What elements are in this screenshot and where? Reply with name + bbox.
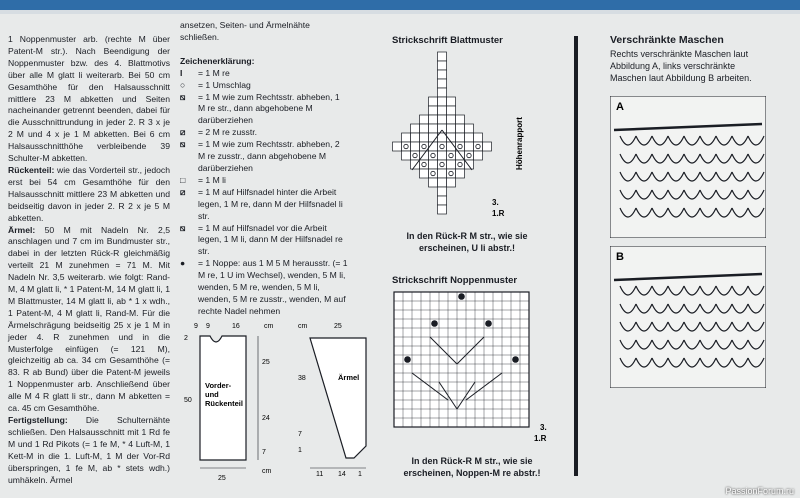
chart-cell (447, 124, 456, 133)
sleeve-outline (310, 338, 366, 458)
section-heading: Rückenteil: (8, 164, 55, 175)
chart-cell (438, 79, 447, 88)
chart-cell (438, 187, 447, 196)
chart-cell (402, 133, 411, 142)
chart-cell (456, 160, 465, 169)
legend-text: = 2 M re zusstr. (198, 127, 257, 138)
paragraph-text: wie das Vorderteil str., jedoch erst bei 54 cm Gesamthöhe für den Halsausschnitt mittlere 23 M abketten und beidseitig davon in jeder 2. R 2 x je 5 M abketten. (8, 164, 171, 223)
dim-label: cm (264, 323, 274, 330)
legend-symbol: ● (180, 258, 186, 269)
chart-cell (438, 151, 447, 160)
chart-cell (393, 142, 402, 151)
dim-label: 11 (316, 471, 324, 478)
paragraph (8, 225, 170, 416)
chart-cell (411, 124, 420, 133)
bobble-symbol (485, 320, 492, 327)
dim-label: cm (298, 323, 308, 330)
dim-label: 9 (194, 323, 198, 330)
legend-title: Zeichenerklärung: (180, 55, 255, 66)
chart-cell (438, 196, 447, 205)
bobble-symbol (512, 356, 519, 363)
bobble-symbol (431, 320, 438, 327)
dim-label: 2 (184, 335, 188, 342)
dim-label: 16 (232, 323, 240, 330)
legend-row (180, 175, 348, 187)
chart-cell (438, 205, 447, 214)
legend-text: = 1 Noppe: aus 1 M 5 M herausstr. (= 1 M re, 1 U im Wechsel), wenden, 5 M li, wenden, 5 M re, wenden, 5 M li, wenden, 5 M re zusstr., wenden, M auf rechte Nadel nehmen (198, 258, 348, 316)
diagram-title: Strickschrift Blattmuster (392, 35, 503, 46)
chart-cell (429, 169, 438, 178)
dim-label: 25 (262, 359, 270, 366)
instructions-column-1 (8, 34, 170, 486)
chart-cell (420, 133, 429, 142)
chart-cell (420, 160, 429, 169)
illustration-a (610, 96, 766, 238)
legend-row (180, 258, 348, 318)
chart-cell (402, 151, 411, 160)
chart-cell (456, 133, 465, 142)
chart-grid (393, 52, 492, 214)
legend-text: = 1 M auf Hilfsnadel hinter die Arbeit legen, 1 M re, dann M der Hilfsnadel li str. (198, 186, 343, 221)
dim-label: 25 (218, 475, 226, 482)
body-label: und (205, 390, 219, 399)
chart-cell (447, 106, 456, 115)
legend-row (180, 92, 348, 128)
chart-cell (438, 97, 447, 106)
legend-text: = 1 M wie zum Rechtsstr. abheben, 1 M re str., dann abgehobene M darüberziehen (198, 91, 340, 126)
chart-cell (402, 142, 411, 151)
legend-row (180, 187, 348, 223)
dim-label: 25 (334, 323, 342, 330)
legend-symbol: □ (180, 174, 186, 185)
chart-cell (447, 160, 456, 169)
blattmuster-chart (392, 50, 542, 230)
chart-grid (394, 292, 529, 427)
chart-cell (438, 70, 447, 79)
dim-label: 24 (262, 415, 270, 422)
body-label: Vorder- (205, 381, 232, 390)
dim-label: 7 (262, 449, 266, 456)
body-label: Rückenteil (205, 399, 243, 408)
chart-cell (438, 106, 447, 115)
paragraph-text: 50 M mit Nadeln Nr. 2,5 anschlagen und 7 cm im Bundmuster str., dabei in der letzten Rück-R gleichmäßig verteilt 21 M zunehmen = 71 M. Mit Nadeln Nr. 3,5 weiterarb. wie folgt: Rand-M, 4 M glatt li, * 1 Patent-M, 14 M glatt li, 1 M Blattmuster, 14 M glatt li, ab * 1 x wdh., 1 Patent-M, 4 M glatt li, Rand-M. Für die Ärmelschrägung beidseitig 25 x je 1 M in jeder 4. R zunehmen und in die Musterfolge einfügen (= 121 M), gleichzeitig ab ca. 34 cm Gesamthöhe (= 83. R ab Bund) über die Patent-M jeweils 1 Noppenmuster arb. Anschließend über alle M 4 R glatt li str., dann M abketten = ca. 45 cm Gesamthöhe. (8, 224, 170, 414)
chart-cell (438, 61, 447, 70)
chart-cell (429, 124, 438, 133)
dim-label: 1 (358, 471, 362, 478)
sleeve-label: Ärmel (338, 373, 360, 382)
legend-symbol: ⧅ (180, 91, 186, 102)
chart-cell (465, 133, 474, 142)
legend-text: = 1 M re (198, 67, 230, 78)
legend-symbol: ⧄ (180, 186, 186, 197)
paragraph: ansetzen, Seiten- und Ärmelnähte schließen. (180, 20, 310, 42)
section-title: Verschränkte Maschen (610, 34, 724, 46)
paragraph (8, 415, 170, 486)
chart-cell (474, 151, 483, 160)
chart-cell (438, 52, 447, 61)
illustration-label: A (616, 101, 624, 113)
dim-label: 7 (298, 431, 302, 438)
chart-cell (465, 151, 474, 160)
diagram-title: Strickschrift Noppenmuster (392, 275, 518, 286)
bobble-symbol (404, 356, 411, 363)
legend-symbol: ⧅ (180, 222, 186, 233)
chart-cell (456, 115, 465, 124)
chart-side-label: Höhenrapport (515, 117, 524, 170)
chart-cell (447, 97, 456, 106)
paragraph (8, 165, 170, 225)
paragraph-text: Die Schulternähte schließen. Den Halsausschnitt mit 1 Rd fe M und 1 Rd Pikots (= 1 fe M, * 4 Luft-M, 1 Kett-M in die 1. Luft-M, 1 M der Vor-Rd überspringen, 1 fe M, ab * stets wdh.) umhäkeln. Ärmel (8, 415, 170, 485)
legend-row (180, 127, 348, 139)
sleeve-schematic (294, 318, 378, 484)
chart-cell (429, 115, 438, 124)
legend-row (180, 68, 348, 80)
chart-cell (438, 115, 447, 124)
row-label: 1.R (534, 434, 547, 443)
chart-note: In den Rück-R M str., wie sie erscheinen, Noppen-M re abstr.! (403, 456, 541, 478)
legend-row (180, 80, 348, 92)
dim-label: cm (262, 468, 272, 475)
legend-symbol: I (180, 67, 183, 78)
illustration-label: B (616, 251, 624, 263)
legend-row (180, 139, 348, 175)
chart-cell (483, 142, 492, 151)
chart-cell (447, 169, 456, 178)
header-band (0, 0, 800, 14)
dim-label: 14 (338, 471, 346, 478)
legend-text: = 1 M li (198, 174, 226, 185)
chart-cell (411, 151, 420, 160)
chart-cell (438, 160, 447, 169)
section-heading: Fertigstellung: (8, 415, 68, 425)
row-label: 3. (492, 198, 499, 207)
row-label: 3. (540, 423, 547, 432)
dim-label: 1 (298, 447, 302, 454)
chart-cell (465, 142, 474, 151)
legend-symbol: ⧄ (180, 127, 186, 138)
legend-text: = 1 M auf Hilfsnadel vor die Arbeit legen, 1 M li, dann M der Hilfsnadel re str. (198, 222, 343, 257)
legend-row (180, 223, 348, 259)
bobble-symbol (458, 293, 465, 300)
chart-cell (420, 124, 429, 133)
chart-cell (411, 142, 420, 151)
chart-cell (429, 97, 438, 106)
chart-cell (447, 115, 456, 124)
chart-note: In den Rück-R M str., wie sie erscheinen, U li abstr.! (406, 231, 528, 253)
section-heading: Ärmel: (8, 224, 36, 235)
paragraph: 1 Noppenmuster arb. (rechte M über Patent-M str.). Nach Beendigung der Noppenmuster bzw. des 4. Blattmotivs über alle M glatt li weiterarb. Bei 50 cm Gesamthöhe für den Halsausschnitt mittlere 23 M abketten und Seiten nacheinander getrennt beenden, dabei für die Ausschnittrundung in jeder 2. R 3 x je 2 M und 4 x je 1 M abketten. Bei 6 cm Halsausschnitthöhe verbleibende 39 Schulter-M abketten. (8, 34, 170, 164)
noppenmuster-chart (392, 290, 552, 450)
chart-cell (420, 169, 429, 178)
row-label: 1.R (492, 209, 505, 218)
paragraph: Rechts verschränkte Maschen laut Abbildung A, links verschränkte Maschen laut Abbildung B arbeiten. (610, 49, 752, 83)
chart-cell (456, 124, 465, 133)
legend-list (180, 68, 348, 318)
chart-cell (438, 124, 447, 133)
chart-cell (411, 133, 420, 142)
legend-text: = 1 Umschlag (198, 79, 251, 90)
chart-cell (447, 178, 456, 187)
legend-text: = 1 M wie zum Rechtsstr. abheben, 2 M re zusstr., dann abgehobene M darüberziehen (198, 139, 340, 173)
column-divider (574, 36, 578, 476)
chart-cell (447, 151, 456, 160)
chart-cell (438, 169, 447, 178)
chart-cell (456, 169, 465, 178)
watermark: PassionForum.ru (725, 486, 794, 496)
chart-cell (465, 124, 474, 133)
chart-cell (438, 178, 447, 187)
body-schematic (180, 318, 288, 484)
dim-label: 38 (298, 375, 306, 382)
chart-cell (429, 106, 438, 115)
legend-symbol: ⧅ (180, 139, 186, 150)
chart-cell (429, 178, 438, 187)
illustration-b (610, 246, 766, 388)
chart-cell (420, 115, 429, 124)
instructions-column-2 (180, 20, 348, 318)
chart-cell (474, 133, 483, 142)
chart-cell (474, 142, 483, 151)
dim-label: 9 (206, 323, 210, 330)
chart-cell (429, 160, 438, 169)
dim-label: 50 (184, 397, 192, 404)
chart-cell (438, 88, 447, 97)
chart-cell (429, 151, 438, 160)
legend-symbol: ○ (180, 79, 186, 90)
chart-cell (438, 142, 447, 151)
